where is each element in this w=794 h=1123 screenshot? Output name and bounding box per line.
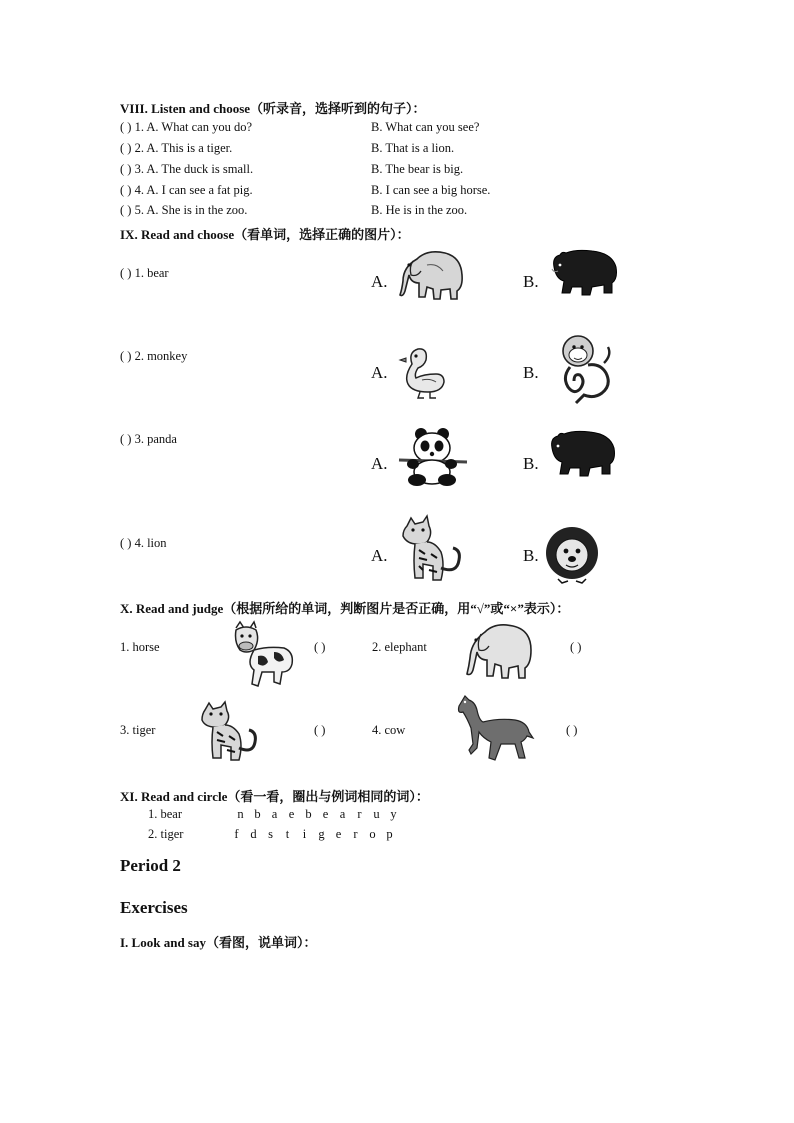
s9-q2-opt-a: A. (371, 363, 388, 382)
s9-q2: ( ) 2. monkey (120, 349, 188, 363)
letter[interactable]: r (357, 807, 362, 821)
s8-q4-b: B. I can see a big horse. (371, 183, 491, 197)
s10-word-2: 2. elephant (372, 640, 427, 654)
s10-word-3: 3. tiger (120, 723, 156, 737)
s8-q5-b: B. He is in the zoo. (371, 203, 468, 217)
elephant-picture (397, 247, 465, 301)
period-heading: Period 2 (120, 856, 181, 875)
s8-q1-b: B. What can you see? (371, 120, 480, 134)
tiger-picture (393, 514, 469, 584)
letter[interactable]: b (254, 807, 261, 821)
s9-q4: ( ) 4. lion (120, 536, 167, 550)
elephant-picture (463, 620, 535, 682)
letter[interactable]: e (335, 827, 342, 841)
s9-q1-opt-a: A. (371, 272, 388, 291)
s8-q1: ( ) 1. A. What can you do? (120, 120, 253, 134)
letter[interactable]: a (339, 807, 346, 821)
s8-q3: ( ) 3. A. The duck is small. (120, 162, 254, 176)
letter[interactable]: y (390, 807, 397, 821)
s9-q3-opt-a: A. (371, 454, 388, 473)
s11-word-2: 2. tiger (148, 827, 184, 841)
letter[interactable]: o (369, 827, 376, 841)
letter[interactable]: u (373, 807, 380, 821)
section-9-title: IX. Read and choose（看单词，选择正确的图片）： (120, 227, 410, 242)
lion-picture (544, 525, 600, 585)
s10-answer-2[interactable]: ( ) (570, 640, 582, 654)
section-1-title: I. Look and say（看图，说单词）： (120, 935, 317, 950)
cow-picture (228, 620, 296, 688)
panda-picture (397, 426, 469, 488)
s10-word-4: 4. cow (372, 723, 406, 737)
tiger-picture (193, 700, 265, 762)
duck-picture (398, 344, 446, 400)
s9-q3: ( ) 3. panda (120, 432, 177, 446)
s9-q2-opt-b: B. (523, 363, 539, 382)
s9-q4-opt-a: A. (371, 546, 388, 565)
monkey-picture (556, 333, 616, 409)
section-8-title: VIII. Listen and choose（听录音，选择听到的句子）： (120, 101, 426, 116)
letter[interactable]: r (353, 827, 358, 841)
horse-picture (455, 692, 535, 764)
s9-q1-opt-b: B. (523, 272, 539, 291)
s9-q3-opt-b: B. (523, 454, 539, 473)
s8-q2: ( ) 2. A. This is a tiger. (120, 141, 233, 155)
s8-q3-b: B. The bear is big. (371, 162, 464, 176)
s9-q4-opt-b: B. (523, 546, 539, 565)
letter[interactable]: d (250, 827, 257, 841)
exercises-heading: Exercises (120, 898, 188, 917)
section-11-title: XI. Read and circle（看一看，圈出与例词相同的词）： (120, 789, 429, 804)
s10-word-1: 1. horse (120, 640, 160, 654)
bear-picture (544, 428, 618, 478)
letter[interactable]: i (302, 827, 307, 841)
section-10-title: X. Read and judge（根据所给的单词，判断图片是否正确，用“√”或“×”表示）： (120, 601, 570, 616)
letter[interactable]: e (288, 807, 295, 821)
s11-letters-2 (228, 827, 398, 842)
s8-q5: ( ) 5. A. She is in the zoo. (120, 203, 248, 217)
s8-q4: ( ) 4. A. I can see a fat pig. (120, 183, 253, 197)
letter[interactable]: t (285, 827, 290, 841)
letter[interactable]: s (268, 827, 273, 841)
letter[interactable]: b (305, 807, 312, 821)
letter[interactable]: p (386, 827, 393, 841)
letter[interactable]: e (322, 807, 329, 821)
s10-answer-4[interactable]: ( ) (566, 723, 578, 737)
s9-q1: ( ) 1. bear (120, 266, 169, 280)
s10-answer-3[interactable]: ( ) (314, 723, 326, 737)
letter[interactable]: g (318, 827, 325, 841)
s11-word-1: 1. bear (148, 807, 183, 821)
letter[interactable]: n (237, 807, 244, 821)
letter[interactable]: f (234, 827, 239, 841)
bear-picture (546, 247, 620, 297)
s8-q2-b: B. That is a lion. (371, 141, 455, 155)
letter[interactable]: a (271, 807, 278, 821)
s10-answer-1[interactable]: ( ) (314, 640, 326, 654)
s11-letters-1 (232, 807, 402, 822)
